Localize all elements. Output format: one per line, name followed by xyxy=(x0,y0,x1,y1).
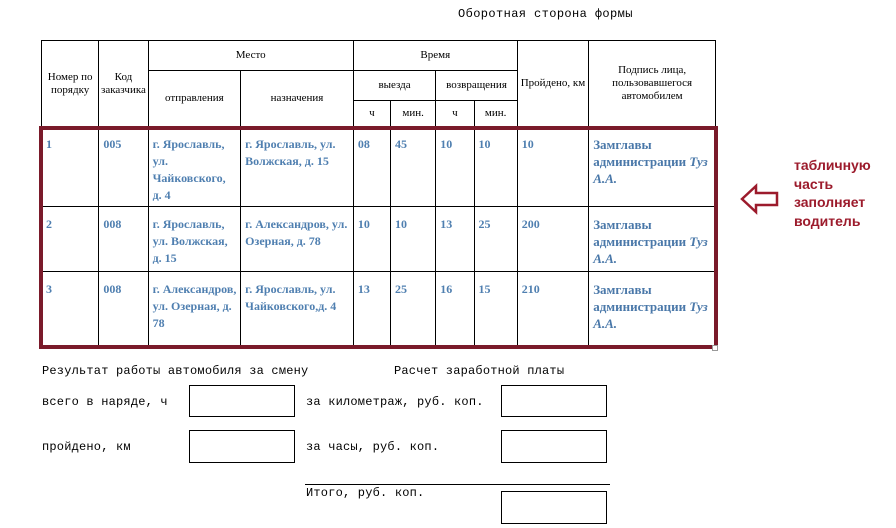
cell-exit-h: 08 xyxy=(353,127,390,207)
header-code: Код заказчика xyxy=(99,41,148,127)
km-pay-label: за километраж, руб. коп. xyxy=(306,395,484,409)
cell-code: 008 xyxy=(99,207,148,272)
cell-exit-m: 25 xyxy=(391,272,436,348)
cell-km: 10 xyxy=(517,127,588,207)
signature-name: Туз А.А. xyxy=(593,299,708,331)
signature-title: Замглавы администрации xyxy=(593,137,687,169)
header-return-h: ч xyxy=(436,101,474,127)
header-place: Место xyxy=(148,41,353,71)
header-return-min: мин. xyxy=(474,101,517,127)
cell-ret-m: 25 xyxy=(474,207,517,272)
cell-exit-m: 45 xyxy=(391,127,436,207)
cell-num: 3 xyxy=(42,272,99,348)
header-signature: Подпись лица, пользовавшегося автомобилем xyxy=(589,41,716,127)
cell-to: г. Александров, ул. Озерная, д. 78 xyxy=(241,207,354,272)
total-label: Итого, руб. коп. xyxy=(306,486,425,500)
cell-ret-m: 15 xyxy=(474,272,517,348)
cell-ret-h: 16 xyxy=(436,272,474,348)
cell-code: 005 xyxy=(99,127,148,207)
signature-name: Туз А.А. xyxy=(593,234,708,266)
form-title: Оборотная сторона формы xyxy=(458,7,633,21)
signature-title: Замглавы администрации xyxy=(593,217,687,249)
cell-ret-m: 10 xyxy=(474,127,517,207)
header-num: Номер по порядку xyxy=(42,41,99,127)
distance-label: пройдено, км xyxy=(42,440,131,454)
cell-from: г. Ярославль, ул. Волжская, д. 15 xyxy=(148,207,241,272)
header-return: возвращения xyxy=(436,71,517,101)
header-exit-min: мин. xyxy=(391,101,436,127)
cell-to: г. Ярославль, ул. Волжская, д. 15 xyxy=(241,127,354,207)
hours-pay-label: за часы, руб. коп. xyxy=(306,440,440,454)
cell-code: 008 xyxy=(99,272,148,348)
cell-to: г. Ярославль, ул. Чайковского,д. 4 xyxy=(241,272,354,348)
cell-from: г. Александров, ул. Озерная, д. 78 xyxy=(148,272,241,348)
cell-km: 200 xyxy=(517,207,588,272)
cell-from: г. Ярославль, ул. Чайковского, д. 4 xyxy=(148,127,241,207)
header-time: Время xyxy=(353,41,517,71)
signature-name: Туз А.А. xyxy=(593,154,708,186)
header-departure: отправления xyxy=(148,71,241,127)
resize-handle[interactable] xyxy=(712,345,718,351)
salary-title: Расчет заработной платы xyxy=(394,364,565,378)
total-duty-label: всего в наряде, ч xyxy=(42,395,168,409)
total-field[interactable] xyxy=(501,491,607,524)
result-title: Результат работы автомобиля за смену xyxy=(42,364,309,378)
cell-ret-h: 10 xyxy=(436,127,474,207)
header-exit: выезда xyxy=(353,71,435,101)
cell-exit-h: 13 xyxy=(353,272,390,348)
header-distance: Пройдено, км xyxy=(517,41,588,127)
cell-exit-m: 10 xyxy=(391,207,436,272)
total-duty-field[interactable] xyxy=(189,385,295,417)
signature-title: Замглавы администрации xyxy=(593,282,687,314)
cell-exit-h: 10 xyxy=(353,207,390,272)
km-pay-field[interactable] xyxy=(501,385,607,417)
cell-num: 1 xyxy=(42,127,99,207)
cell-num: 2 xyxy=(42,207,99,272)
header-exit-h: ч xyxy=(353,101,390,127)
header-destination: назначения xyxy=(241,71,354,127)
distance-field[interactable] xyxy=(189,430,295,463)
annotation-text: табличную часть заполняет водитель xyxy=(794,157,871,229)
total-divider xyxy=(305,484,610,485)
hours-pay-field[interactable] xyxy=(501,430,607,463)
arrow-left-icon xyxy=(740,183,780,215)
cell-ret-h: 13 xyxy=(436,207,474,272)
cell-km: 210 xyxy=(517,272,588,348)
highlight-frame xyxy=(39,126,718,349)
